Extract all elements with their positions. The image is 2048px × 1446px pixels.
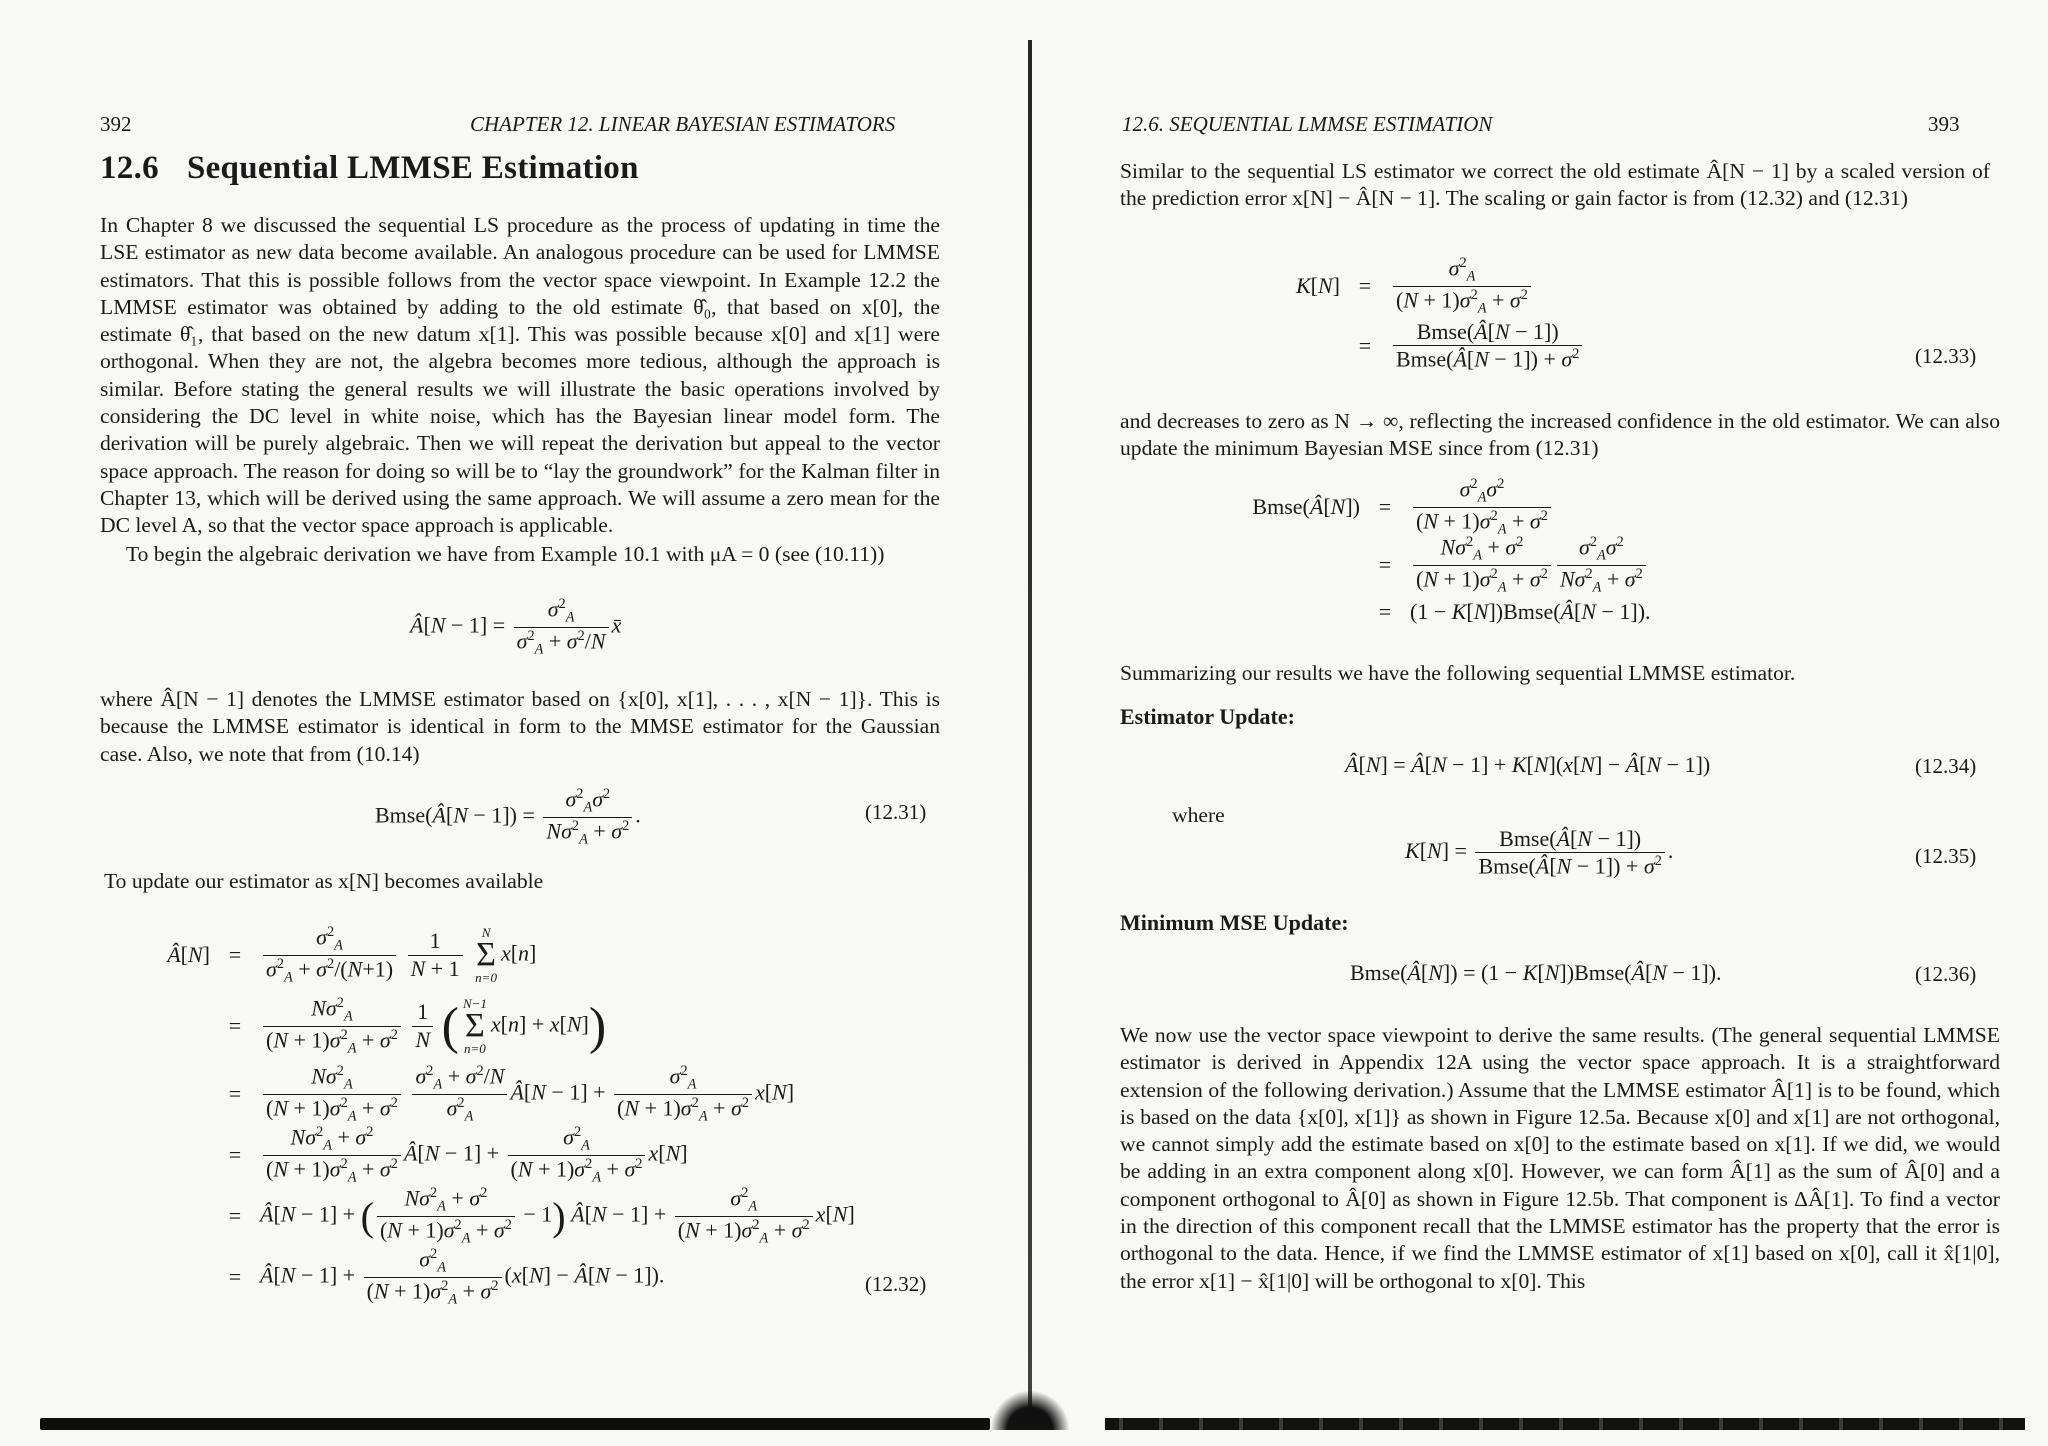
- equation-line: Bmse(Â[N]) = $\frac{\sigma^2_A\sigma^2}{(N + 1)\sigma^2_A + \sigma^2}$: [1240, 478, 1651, 536]
- where-label: where: [1172, 803, 1225, 827]
- derivation-line: = $\frac{N\sigma^2_A}{(N + 1)\sigma^2_A + \sigma^2}$ $\frac{\sigma^2_A + \sigma^2/N}{\sigma^2_A}$ Â[N − 1] + $\frac{\sigma^2_A}{(N + 1)\sigma^2_A + \sigma^2}$ x[N]: [228, 1062, 795, 1125]
- derivation-line: = $\frac{N\sigma^2_A}{(N + 1)\sigma^2_A + \sigma^2}$ $\frac{1}{N}$ ( N−1 Σ n=0 x[n] + x[N]): [228, 994, 607, 1057]
- section-number: 12.6: [100, 150, 159, 186]
- subhead-minimum-mse-update: Minimum MSE Update:: [1120, 910, 1349, 935]
- equation-number-12-32: (12.32): [865, 1272, 927, 1296]
- right-running-title: 12.6. SEQUENTIAL LMMSE ESTIMATION: [1122, 112, 1493, 136]
- equation-estimator-update: Â[N] = Â[N − 1] + K[N](x[N] − Â[N − 1]): [1345, 752, 1711, 777]
- equation-number-12-36: (12.36): [1915, 962, 1977, 986]
- equation-number-12-35: (12.35): [1915, 844, 1977, 868]
- update-paragraph: To update our estimator as x[N] becomes available: [104, 869, 544, 893]
- equation-number-12-33: (12.33): [1915, 344, 1977, 368]
- derivation-line: = Â[N − 1] + ( $\frac{N\sigma^2_A + \sigma^2}{(N + 1)\sigma^2_A + \sigma^2}$ − 1) Â[N − 1] + $\frac{\sigma^2_A}{(N + 1)\sigma^2_A + \sigma^2}$ x[N]: [228, 1184, 855, 1247]
- intro-paragraph: In Chapter 8 we discussed the sequential LS procedure as the process of updating in time the LSE estimator as new data become available. An analogous procedure can be used for LMMSE estimators. That this is possible follows from the vector space viewpoint. In Example 12.2 the LMMSE estimator was obtained by adding to the old estimate θ̂₀, that based on x[0], the estimate θ̂₁, that based on the new datum x[1]. This was possible because x[0] and x[1] were orthogonal. When they are not, the algebra becomes more tedious, although the approach is similar. Before stating the general results we will illustrate the basic operations involved by considering the DC level in white noise, which has the Bayesian linear model form. The derivation will be purely algebraic. Then we will repeat the derivation but appeal to the vector space approach. The reason for doing so will be to “lay the groundwork” for the Kalman filter in Chapter 13, which will be derived using the same approach. We will assume a zero mean for the DC level A, so that the vector space approach is applicable.: [100, 213, 940, 538]
- equation-a-hat-n-minus-1: Â[N − 1] = $\frac{\sigma^2_A}{\sigma^2_A + \sigma^2/N}$ x̄: [410, 596, 622, 658]
- left-page-number: 392: [100, 112, 132, 136]
- derivation-line: = $\frac{N\sigma^2_A + \sigma^2}{(N + 1)\sigma^2_A + \sigma^2}$ Â[N − 1] + $\frac{\sigma^2_A}{(N + 1)\sigma^2_A + \sigma^2}$ x[N]: [228, 1123, 688, 1186]
- derivation-12-32: [100, 920, 855, 1306]
- subhead-estimator-update: Estimator Update:: [1120, 704, 1295, 729]
- begin-paragraph: To begin the algebraic derivation we have from Example 10.1 with μA = 0 (see (10.11)): [126, 542, 885, 566]
- right-paragraph-3: Summarizing our results we have the following sequential LMMSE estimator.: [1120, 661, 1796, 685]
- right-paragraph-4: We now use the vector space viewpoint to derive the same results. (The general sequential LMMSE estimator is derived in Appendix 12A using the vector space approach. It is a straightforward extension of the following derivation.) Assume that the LMMSE estimator Â[1] is to be found, which is based on the data {x[0], x[1]} as shown in Figure 12.5a. Because x[0] and x[1] are not orthogonal, we cannot simply add the estimate based on x[0] to the estimate based on x[1]. If we did, we would be adding in an extra component along x[0]. However, we can form Â[1] as the sum of Â[0] and a component orthogonal to Â[0] as shown in Figure 12.5b. That component is ΔÂ[1]. To find a vector in the direction of this component recall that the LMMSE estimator has the property that the error is orthogonal to the data. Hence, if we find the LMMSE estimator of x[1] based on x[0], call it x̂[1|0], the error x[1] − x̂[1|0] will be orthogonal to x[0]. This: [1120, 1023, 2000, 1293]
- equation-mse-update: Bmse(Â[N]) = (1 − K[N])Bmse(Â[N − 1]).: [1350, 960, 1722, 985]
- equation-bmse-update-derivation: [1240, 475, 1651, 630]
- derivation-line: = Â[N − 1] + $\frac{\sigma^2_A}{(N + 1)\sigma^2_A + \sigma^2}$ (x[N] − Â[N − 1]).: [228, 1245, 665, 1308]
- right-page-number: 393: [1928, 112, 1960, 136]
- section-title: Sequential LMMSE Estimation: [186, 150, 639, 186]
- left-running-title: CHAPTER 12. LINEAR BAYESIAN ESTIMATORS: [470, 112, 896, 136]
- equation-line: = (1 − K[N])Bmse(Â[N − 1]).: [1378, 599, 1651, 624]
- derivation-line: Â[N] = $\frac{\sigma^2_A}{\sigma^2_A + \sigma^2/(N+1)}$ $\frac{1}{N + 1}$ N Σ n=0 x[n]: [167, 923, 537, 986]
- equation-line: K[N] = $\frac{\sigma^2_A}{(N + 1)\sigma^2_A + \sigma^2}$: [1260, 256, 1585, 316]
- right-paragraph-1: Similar to the sequential LS estimator we correct the old estimate Â[N − 1] by a scaled version of the prediction error x[N] − Â[N − 1]. The scaling or gain factor is from (12.32) and (12.31): [1120, 159, 1990, 211]
- equation-line: = $\frac{\text{Bmse(Â[N − 1])}}{Bmse(Â[N - 1]) + \sigma^2}$: [1260, 316, 1585, 376]
- equation-line: = $\frac{N\sigma^2_A + \sigma^2}{(N + 1)\sigma^2_A + \sigma^2}$ $\frac{\sigma^2_A\sigma^2}{N\sigma^2_A + \sigma^2}$: [1240, 536, 1651, 594]
- equation-gain-definition: K[N] = $\frac{\text{Bmse(Â[N − 1])}}{Bmse(Â[N - 1]) + \sigma^2}$ .: [1405, 826, 1674, 879]
- equation-gain-k: [1260, 256, 1585, 376]
- right-page: [1040, 0, 2048, 1446]
- right-paragraph-2: and decreases to zero as N → ∞, reflecting the increased confidence in the old estimator. We can also update the minimum Bayesian MSE since from (12.31): [1120, 409, 2000, 461]
- equation-number-12-31: (12.31): [865, 800, 927, 824]
- section-heading: [100, 150, 639, 187]
- where-paragraph: where Â[N − 1] denotes the LMMSE estimator based on {x[0], x[1], . . . , x[N − 1]}. This is because the LMMSE estimator is identical in form to the MMSE estimator for the Gaussian case. Also, we note that from (10.14): [100, 687, 940, 766]
- equation-number-12-34: (12.34): [1915, 754, 1977, 778]
- equation-bmse-n-minus-1: Bmse(Â[N − 1]) = $\frac{\sigma^2_A\sigma^2}{N\sigma^2_A + \sigma^2}$ .: [375, 786, 641, 848]
